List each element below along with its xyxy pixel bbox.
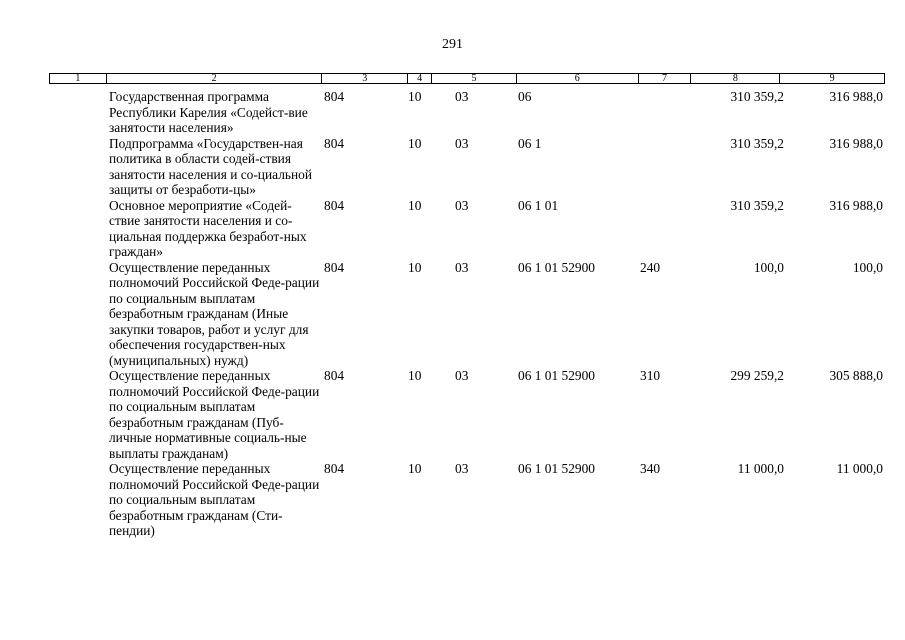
amount-first: 299 259,2 xyxy=(730,368,784,383)
amount-second: 316 988,0 xyxy=(829,197,883,213)
section-code: 10 xyxy=(408,135,422,151)
table-row xyxy=(0,368,905,461)
header-cell-8: 8 xyxy=(691,74,780,83)
section-code: 10 xyxy=(408,461,422,476)
amount-first: 310 359,2 xyxy=(730,135,784,151)
target-code: 06 1 01 52900 xyxy=(518,368,595,383)
ministry-code: 804 xyxy=(324,368,345,383)
ministry-code: 804 xyxy=(324,89,345,104)
header-cell-3: 3 xyxy=(322,74,408,83)
page-number: 291 xyxy=(442,37,463,52)
row-name: Осуществление переданных полномочий Российской Феде-рации по социальным выплатам безработным гражданам (Сти-пендии) xyxy=(109,461,320,538)
expense-type-code: 340 xyxy=(640,461,661,476)
target-code: 06 1 xyxy=(518,135,542,151)
table-row xyxy=(0,89,905,136)
header-cell-5: 5 xyxy=(432,74,517,83)
target-code: 06 1 01 xyxy=(518,197,559,213)
row-name: Подпрограмма «Государствен-ная политика в области содей-ствия занятости населения и со-циальной защиты от безработи-цы» xyxy=(109,135,313,197)
subsection-code: 03 xyxy=(455,89,469,104)
amount-first: 310 359,2 xyxy=(730,197,784,213)
subsection-code: 03 xyxy=(455,259,469,275)
table-row xyxy=(0,260,905,369)
header-cell-4: 4 xyxy=(408,74,432,83)
section-code: 10 xyxy=(408,368,422,383)
subsection-code: 03 xyxy=(455,197,469,213)
amount-second: 11 000,0 xyxy=(836,461,883,476)
header-cell-1: 1 xyxy=(50,74,107,83)
amount-second: 100,0 xyxy=(852,259,883,275)
section-code: 10 xyxy=(408,197,422,213)
subsection-code: 03 xyxy=(455,461,469,476)
target-code: 06 1 01 52900 xyxy=(518,461,595,476)
ministry-code: 804 xyxy=(324,259,345,275)
amount-first: 11 000,0 xyxy=(737,461,784,476)
row-name: Осуществление переданных полномочий Российской Феде-рации по социальным выплатам безработным гражданам (Пуб-личные нормативные социаль-ные выплаты гражданам) xyxy=(109,368,320,461)
section-code: 10 xyxy=(408,89,422,104)
amount-first: 100,0 xyxy=(753,259,784,275)
target-code: 06 xyxy=(518,89,532,104)
subsection-code: 03 xyxy=(455,135,469,151)
expense-type-code: 310 xyxy=(640,368,661,383)
ministry-code: 804 xyxy=(324,197,345,213)
amount-second: 316 988,0 xyxy=(829,89,883,104)
table-row xyxy=(0,198,905,260)
amount-second: 316 988,0 xyxy=(829,135,883,151)
row-name: Государственная программа Республики Карелия «Содейст-вие занятости населения» xyxy=(109,89,308,135)
header-cell-6: 6 xyxy=(517,74,639,83)
table-row xyxy=(0,461,905,539)
table-row xyxy=(0,136,905,198)
header-cell-9: 9 xyxy=(829,73,835,84)
header-cell-7: 7 xyxy=(639,74,692,83)
expense-type-code: 240 xyxy=(640,259,661,275)
header-cell-2: 2 xyxy=(107,74,322,83)
row-name: Осуществление переданных полномочий Российской Феде-рации по социальным выплатам безработным гражданам (Иные закупки товаров, работ и услуг для обеспечения государствен-ных (муниципальных) нужд) xyxy=(109,259,320,368)
table-body xyxy=(0,89,905,539)
target-code: 06 1 01 52900 xyxy=(518,259,595,275)
amount-first: 310 359,2 xyxy=(730,89,784,104)
ministry-code: 804 xyxy=(324,135,345,151)
amount-second: 305 888,0 xyxy=(829,368,883,383)
row-name: Основное мероприятие «Содей-ствие занятости населения и со-циальная поддержка безработ-ных граждан» xyxy=(109,197,307,259)
table-header-row xyxy=(49,73,885,84)
ministry-code: 804 xyxy=(324,461,345,476)
section-code: 10 xyxy=(408,259,422,275)
subsection-code: 03 xyxy=(455,368,469,383)
